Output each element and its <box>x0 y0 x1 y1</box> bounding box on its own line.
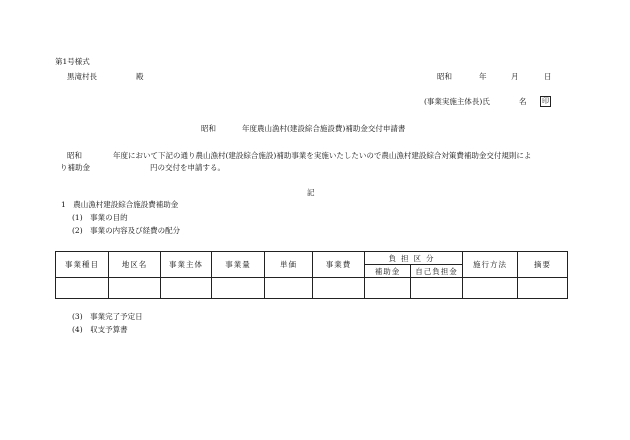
subheader-cell: 補助金 <box>365 265 411 278</box>
section-1: 1 農山漁村建設綜合施設費補助金 <box>61 200 179 209</box>
table-cell[interactable] <box>518 278 568 299</box>
applicant-label: (事業実施主体長)氏 <box>424 97 490 106</box>
item-3: (3) 事業完了予定日 <box>72 312 143 321</box>
date-year-unit: 年 <box>479 72 487 81</box>
ki-heading: 記 <box>307 188 315 197</box>
header-cell: 負担区分 <box>365 252 463 265</box>
applicant-name-label: 名 <box>519 97 527 106</box>
header-cell: 施行方法 <box>463 252 518 278</box>
header-cell: 事業量 <box>212 252 265 278</box>
title-era: 昭和 <box>201 124 216 133</box>
header-cell: 事業費 <box>313 252 365 278</box>
seal-mark: 印 <box>542 97 549 105</box>
header-cell: 単価 <box>265 252 313 278</box>
table-cell[interactable] <box>265 278 313 299</box>
table-cell[interactable] <box>411 278 463 299</box>
body-line2-b: 円の交付を申請する。 <box>150 163 225 172</box>
table-row <box>56 278 568 299</box>
header-cell: 地区名 <box>109 252 161 278</box>
item-4: (4) 収支予算書 <box>72 325 128 334</box>
addressee-honorific: 殿 <box>136 72 144 81</box>
budget-table <box>55 251 568 299</box>
header-cell: 摘要 <box>518 252 568 278</box>
table-cell[interactable] <box>109 278 161 299</box>
table-cell[interactable] <box>212 278 265 299</box>
subheader-cell: 自己負担金 <box>411 265 463 278</box>
header-cell: 事業種目 <box>56 252 109 278</box>
date-month-unit: 月 <box>511 72 519 81</box>
body-line1: 年度において下記の通り農山漁村(建設綜合施設)補助事業を実施いたしたいので農山漁村建設綜合対策費補助金交付規則によ <box>113 151 532 160</box>
date-era: 昭和 <box>437 72 452 81</box>
date-day-unit: 日 <box>544 72 552 81</box>
body-line2-a: り補助金 <box>60 163 90 172</box>
table-cell[interactable] <box>463 278 518 299</box>
seal-box <box>540 96 551 107</box>
item-2: (2) 事業の内容及び経費の配分 <box>72 226 181 235</box>
item-1: (1) 事業の目的 <box>72 213 128 222</box>
table-cell[interactable] <box>161 278 212 299</box>
table-cell[interactable] <box>56 278 109 299</box>
page-title: 年度農山漁村(建設綜合施設費)補助金交付申請書 <box>242 124 406 133</box>
table-header-row <box>56 252 568 265</box>
form-number: 第1号様式 <box>55 57 90 66</box>
body-line1-era: 昭和 <box>67 151 82 160</box>
addressee-name: 黒滝村長 <box>67 72 97 81</box>
table-cell[interactable] <box>313 278 365 299</box>
table-cell[interactable] <box>365 278 411 299</box>
header-cell: 事業主体 <box>161 252 212 278</box>
